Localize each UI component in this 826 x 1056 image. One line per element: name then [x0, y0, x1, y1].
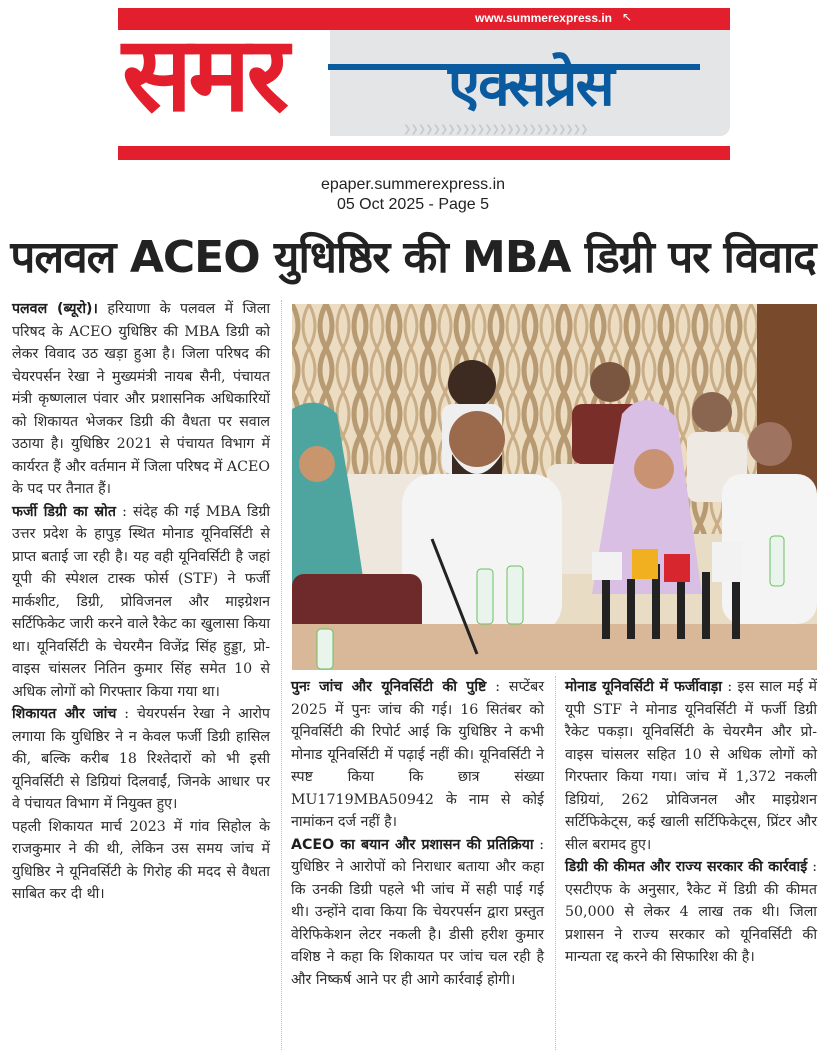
website-url[interactable]: www.summerexpress.in: [475, 11, 612, 25]
epaper-site: epaper.summerexpress.in: [320, 176, 506, 193]
article-headline: पलवल ACEO युधिष्ठिर की MBA डिग्री पर विवाद: [10, 232, 816, 283]
paragraph-reinvestigation: [291, 676, 544, 834]
article-column-3: [565, 676, 817, 969]
column-divider: [281, 300, 282, 1050]
logo-samar: समर: [122, 13, 286, 135]
paragraph-degree-price: [565, 856, 817, 969]
paragraph-text: पहली शिकायत मार्च 2023 में गांव सिहोल के राजकुमार ने की थी, लेकिन उस समय जांच में युधिष्ठिर ने यूनिवर्सिटी के गिरोह की मदद से वैधता साबित कर दी थी।: [12, 818, 270, 902]
article-column-1: [12, 298, 270, 906]
column-divider: [555, 676, 556, 1050]
paragraph-kicker: पुनः जांच और यूनिवर्सिटी की पुष्टि: [291, 679, 487, 695]
article-column-2: [291, 676, 544, 991]
paragraph-degree-source: [12, 501, 270, 704]
paragraph-complaint: [12, 703, 270, 816]
paragraph-first-complaint: [12, 816, 270, 906]
paragraph-text: : चेयरपर्सन रेखा ने आरोप लगाया कि युधिष्ठिर ने न केवल फर्जी डिग्री हासिल की, बल्कि करीब 18 रिश्तेदारों को भी इसी यूनिवर्सिटी से डिग्रियां दिलवाईं, जिनके आधार पर वे पंचायत विभाग में नियुक्त हुए।: [12, 706, 270, 812]
chevron-decoration-icon: ❯❯❯❯❯❯❯❯❯❯❯❯❯❯❯❯❯❯❯❯❯❯❯❯❯: [403, 124, 588, 135]
paragraph-text: : एसटीएफ के अनुसार, रैकेट में डिग्री की कीमत 50,000 से लेकर 4 लाख तक थी। जिला प्रशासन ने राज्य सरकार को यूनिवर्सिटी की मान्यता रद्द करने की सिफारिश की है।: [565, 859, 818, 965]
paragraph-kicker: ACEO का बयान और प्रशासन की प्रतिक्रिया: [291, 836, 534, 853]
paragraph-kicker: फर्जी डिग्री का स्रोत: [12, 503, 116, 520]
logo-express: एक्सप्रेस: [448, 51, 613, 119]
paragraph-intro: [12, 298, 270, 501]
masthead-logo: [118, 8, 730, 160]
press-conference-image: [292, 304, 817, 670]
paragraph-text: हरियाणा के पलवल में जिला परिषद के ACEO युधिष्ठिर की MBA डिग्री को लेकर विवाद उठ खड़ा हुआ है। जिला परिषद की चेयरपर्सन रेखा ने मुख्यमंत्री नायब सैनी, पंचायत मंत्री कृष्णलाल पंवार और प्रशासनिक अधिकारियों को शिकायत भेजकर डिग्री की वैधता पर सवाल उठाया है। युधिष्ठिर 2021 से पंचायत विभाग में कार्यरत हैं और वर्तमान में जिला परिषद में ACEO के पद पर तैनात हैं।: [12, 301, 270, 497]
paragraph-kicker: शिकायत और जांच: [12, 706, 117, 722]
paragraph-text: : इस साल मई में यूपी STF ने मोनाड यूनिवर्सिटी में फर्जी डिग्री रैकेट पकड़ा। यूनिवर्सिटी के चेयरमैन और प्रो-वाइस चांसलर सहित 10 से अधिक लोगों को गिरफ्तार किया गया। जांच में 1,372 नकली डिग्रियां, 262 प्रोविजनल और माइग्रेशन सर्टिफिकेट्स, कई खाली सर्टिफिकेट्स, प्रिंटर और सील बरामद हुए।: [565, 679, 817, 853]
arrow-cursor-icon: ↖: [621, 10, 632, 24]
paragraph-text: : सप्टेंबर 2025 में पुनः जांच की गई। 16 सितंबर को यूनिवर्सिटी की रिपोर्ट आई कि युधिष्ठिर ने कभी मोनाड यूनिवर्सिटी में पढ़ाई नहीं की। यूनिवर्सिटी ने स्पष्ट किया कि छात्र संख्या MU1719MBA50942 के नाम से कोई नामांकन दर्ज नहीं है।: [291, 679, 544, 830]
paragraph-kicker: डिग्री की कीमत और राज्य सरकार की कार्रवाई: [565, 859, 808, 875]
article-photo: [292, 304, 817, 670]
paragraph-text: : संदेह की गई MBA डिग्री उत्तर प्रदेश के हापुड़ स्थित मोनाड यूनिवर्सिटी से प्राप्त बताई जा रही है। यह वही यूनिवर्सिटी है जहां यूपी की स्पेशल टास्क फोर्स (STF) ने फर्जी मार्कशीट, डिग्री, प्रोविजनल और माइग्रेशन सर्टिफिकेट जारी करने वाले रैकेट का खुलासा किया था। यूनिवर्सिटी के चेयरमैन विजेंद्र सिंह हुड्डा, प्रो-वाइस चांसलर नितिन कुमार सिंह समेत 10 से अधिक लोगों को गिरफ्तार किया गया था।: [12, 503, 270, 700]
edition-date-page: 05 Oct 2025 - Page 5: [336, 196, 490, 213]
paragraph-text: : युधिष्ठिर ने आरोपों को निराधार बताया और कहा कि उनकी डिग्री पहले भी जांच में सही पाई गई थी। उन्होंने दावा किया कि चेयरपर्सन द्वारा प्रस्तुत वेरिफिकेशन लेटर नकली है। डीसी हरीश कुमार वशिष्ठ ने कहा कि शिकायत पर जांच चल रही है और निष्कर्ष आने पर ही आगे कार्रवाई होगी।: [291, 836, 544, 988]
paragraph-monad-fraud: [565, 676, 817, 856]
masthead-bottom-bar: [118, 146, 730, 160]
paragraph-aceo-statement: [291, 834, 544, 992]
paragraph-kicker: पलवल (ब्यूरो)।: [12, 301, 98, 317]
paragraph-kicker: मोनाड यूनिवर्सिटी में फर्जीवाड़ा: [565, 679, 722, 695]
